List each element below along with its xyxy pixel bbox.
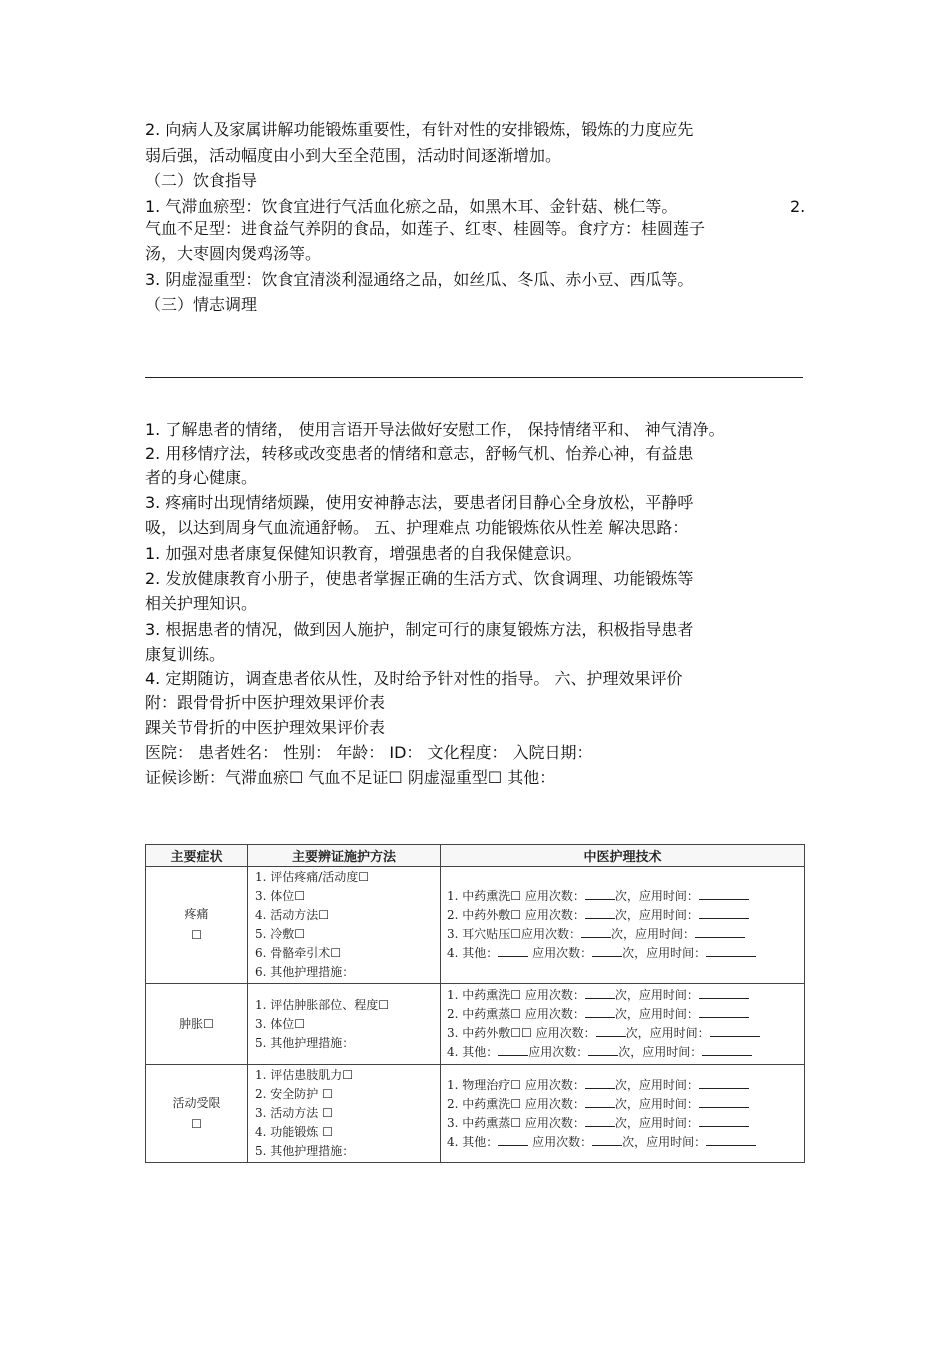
paragraph-line: 汤，大枣圆肉煲鸡汤等。 (145, 244, 322, 263)
method-item: 3. 体位☐ (255, 889, 306, 903)
patient-info-line: 医院： 患者姓名： 性别： 年龄： ID： 文化程度： 入院日期： (145, 743, 593, 762)
symptom-cell (146, 984, 248, 1065)
method-item: 5. 其他护理措施： (255, 1144, 355, 1158)
method-item: 1. 评估患肢肌力☐ (255, 1068, 354, 1082)
paragraph-line: 吸，以达到周身气血流通舒畅。 五、护理难点 功能锻炼依从性差 解决思路： (145, 518, 689, 537)
technique-item: 2. 中药熏洗☐ 应用次数： 次，应用时间： (447, 1095, 804, 1114)
paragraph-line: 气血不足型：进食益气养阴的食品，如莲子、红枣、桂圆等。食疗方：桂圆莲子 (145, 219, 706, 238)
attachment-line: 附：跟骨骨折中医护理效果评价表 (145, 693, 386, 712)
table-title: 踝关节骨折的中医护理效果评价表 (145, 718, 386, 737)
techniques-cell (441, 984, 805, 1065)
technique-item: 3. 中药熏蒸☐ 应用次数： 次，应用时间： (447, 1114, 804, 1133)
paragraph-line: 3. 根据患者的情况，做到因人施护，制定可行的康复锻炼方法，积极指导患者 (145, 620, 694, 639)
method-item: 4. 功能锻炼 ☐ (255, 1125, 333, 1139)
method-item: 2. 安全防护 ☐ (255, 1087, 333, 1101)
method-item: 1. 评估肿胀部位、程度☐ (255, 997, 390, 1012)
symptom-cell (146, 1065, 248, 1163)
paragraph-line: 弱后强，活动幅度由小到大至全范围，活动时间逐渐增加。 (145, 146, 562, 165)
technique-item: 1. 物理治疗☐ 应用次数： 次，应用时间： (447, 1076, 804, 1095)
method-item: 3. 体位☐ (255, 1016, 306, 1031)
section-heading: （三）情志调理 (145, 295, 258, 314)
paragraph-line: 2. (790, 197, 806, 216)
method-item: 4. 活动方法☐ (255, 908, 330, 922)
method-item: 6. 骨骼牵引术☐ (255, 946, 342, 960)
paragraph-line: 2. 向病人及家属讲解功能锻炼重要性，有针对性的安排锻炼，锻炼的力度应先 (145, 120, 694, 139)
table-row (146, 984, 805, 1065)
technique-item: 3. 中药外敷☐☐ 应用次数： 次，应用时间： (447, 1024, 804, 1043)
technique-item: 3. 耳穴贴压☐应用次数： 次，应用时间： (447, 925, 804, 944)
checkbox-glyph: ☐ (191, 1116, 202, 1131)
methods-cell (248, 867, 441, 984)
technique-item: 2. 中药外敷☐ 应用次数： 次，应用时间： (447, 906, 804, 925)
methods-cell (248, 1065, 441, 1163)
paragraph-line: 1. 气滞血瘀型：饮食宜进行气活血化瘀之品，如黑木耳、金针菇、桃仁等。 (145, 197, 678, 216)
header-techniques: 中医护理技术 (441, 845, 805, 867)
diagnosis-line: 证候诊断：气滞血瘀☐ 气血不足证☐ 阴虚湿重型☐ 其他： (145, 768, 556, 787)
method-item: 5. 冷敷☐ (255, 927, 306, 941)
technique-item: 1. 中药熏洗☐ 应用次数： 次，应用时间： (447, 986, 804, 1005)
nursing-evaluation-table (145, 844, 805, 1163)
paragraph-line: 4. 定期随访，调查患者依从性，及时给予针对性的指导。 六、护理效果评价 (145, 669, 683, 688)
paragraph-line: 2. 用移情疗法，转移或改变患者的情绪和意志，舒畅气机、怡养心神，有益患 (145, 444, 694, 463)
technique-item: 4. 其他： 应用次数： 次，应用时间： (447, 1133, 804, 1152)
paragraph-line: 者的身心健康。 (145, 468, 258, 487)
table-row (146, 1065, 805, 1163)
technique-item: 1. 中药熏洗☐ 应用次数： 次，应用时间： (447, 887, 804, 906)
techniques-cell (441, 867, 805, 984)
technique-item: 2. 中药熏蒸☐ 应用次数： 次，应用时间： (447, 1005, 804, 1024)
technique-item: 4. 其他： 应用次数： 次，应用时间： (447, 1043, 804, 1062)
methods-cell (248, 984, 441, 1065)
paragraph-line: 3. 疼痛时出现情绪烦躁，使用安神静志法，要患者闭目静心全身放松，平静呼 (145, 493, 694, 512)
checkbox-glyph: ☐ (191, 928, 202, 942)
technique-item: 4. 其他： 应用次数： 次，应用时间： (447, 944, 804, 963)
horizontal-divider (145, 377, 803, 378)
symptom-label: 疼痛 (184, 907, 209, 921)
paragraph-line: 相关护理知识。 (145, 594, 258, 613)
techniques-cell (441, 1065, 805, 1163)
paragraph-line: 1. 了解患者的情绪， 使用言语开导法做好安慰工作， 保持情绪平和、 神气清净。 (145, 420, 725, 439)
method-item: 3. 活动方法 ☐ (255, 1106, 333, 1120)
symptom-cell (146, 867, 248, 984)
method-item: 5. 其他护理措施： (255, 1035, 355, 1050)
paragraph-line: 1. 加强对患者康复保健知识教育，增强患者的自我保健意识。 (145, 544, 582, 563)
paragraph-line: 3. 阴虚湿重型：饮食宜清淡利湿通络之品，如丝瓜、冬瓜、赤小豆、西瓜等。 (145, 270, 694, 289)
header-symptom: 主要症状 (146, 845, 248, 867)
paragraph-line: 2. 发放健康教育小册子，使患者掌握正确的生活方式、饮食调理、功能锻炼等 (145, 569, 694, 588)
section-heading: （二）饮食指导 (145, 171, 258, 190)
table-header-row (146, 845, 805, 867)
symptom-label: 肿胀☐ (179, 1016, 214, 1031)
paragraph-line: 康复训练。 (145, 645, 226, 664)
table-row (146, 867, 805, 984)
method-item: 6. 其他护理措施： (255, 965, 355, 979)
header-methods: 主要辨证施护方法 (248, 845, 441, 867)
symptom-label: 活动受限 (172, 1095, 221, 1110)
method-item: 1. 评估疼痛/活动度☐ (255, 870, 370, 884)
